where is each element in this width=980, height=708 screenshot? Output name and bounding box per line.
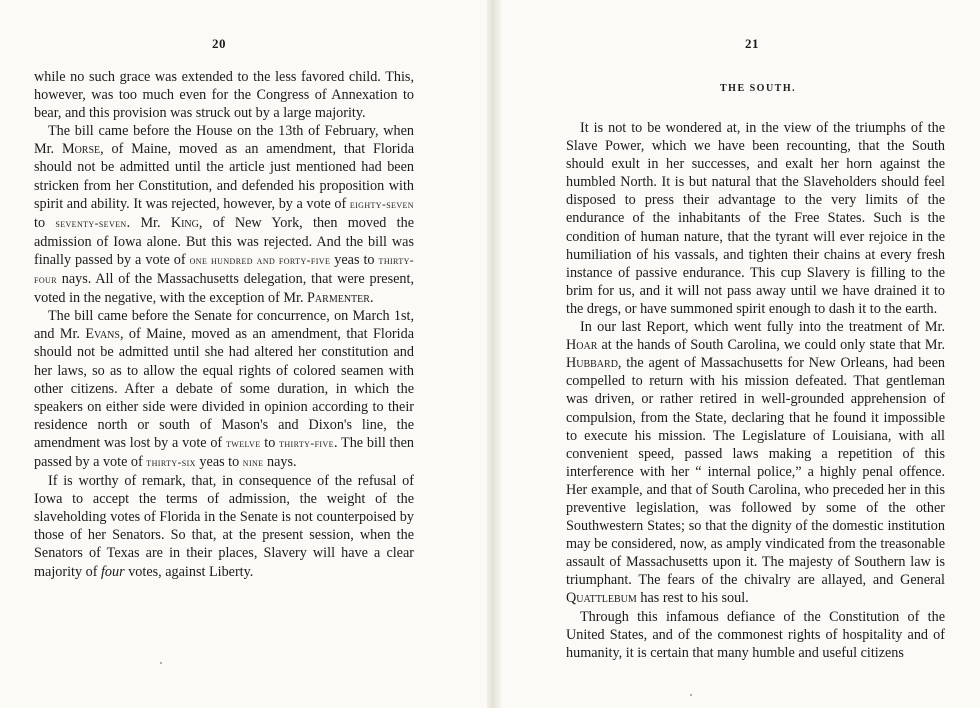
small-caps-name: Hoar xyxy=(566,337,598,354)
text-run: It is not to be wondered at, in the view of the triumphs of the Slave Power, which we have been recounting, that the South should exult in her successes, and exalt her horn against the humbled North. It is but natural that the Slaveholders should feel disposed to press their advantage to the very limits of the endurance of the inhabitants of the Free States. Such is the condition of human nature, that the tyrant will ever rejoice in the humiliation of his vassals, and tighten their chains at every fresh instance of passive endurance. This cup Slavery is filling to the brim for us, and it will not pass away until we have drained it to the dregs, or have summoned spirit enough to dash it to the earth. xyxy=(566,120,945,317)
text-run: In our last Report, which went fully into the treatment of Mr. xyxy=(580,319,945,336)
small-caps-number: seventy-seven xyxy=(55,217,127,230)
text-run: The bill came before the Senate for concurrence, on March 1st, and Mr. xyxy=(34,308,414,343)
paragraph xyxy=(34,307,414,472)
text-run: If is worthy of remark, that, in consequence of the refusal of Iowa to accept the terms of admission, the weight of the slaveholding votes of Florida in the Senate is not counterpoised by those of her Senators. So that, at the present session, when the Senators of Texas are in their places, Slavery will have a clear majority of xyxy=(34,473,414,580)
text-run: to xyxy=(34,214,56,231)
text-run: at the hands of South Carolina, we could only state that Mr. xyxy=(597,337,945,354)
text-run: . Mr. xyxy=(126,214,171,231)
text-run: . xyxy=(369,290,374,307)
left-page-body xyxy=(34,68,414,581)
text-run: nays. All of the Massachusetts delegation, that were present, voted in the negative, with the exception of Mr. xyxy=(34,271,414,307)
book-gutter xyxy=(487,0,501,708)
paper-speck xyxy=(690,694,692,696)
text-run: yeas to xyxy=(330,251,379,268)
paragraph xyxy=(566,119,945,318)
small-caps-name: Morse xyxy=(61,141,101,158)
text-run: , of Maine, moved as an amendment, that Florida should not be admitted until the article just mentioned had been stricken from her Constitution, and defended his proposition with spirit and ability. It was rejected, however, by a vote of xyxy=(34,141,414,212)
right-page-body xyxy=(566,119,945,662)
text-run: has rest to his soul. xyxy=(636,590,749,607)
paragraph xyxy=(34,68,414,122)
text-run: Through this infamous defiance of the Constitution of the United States, and of the commonest rights of hospitality and of humanity, it is certain that many humble and useful citizens xyxy=(566,608,945,661)
small-caps-name: Hubbard xyxy=(566,355,618,372)
left-page xyxy=(0,0,487,708)
text-run: , of New York, then moved the admission of Iowa alone. But this was rejected. And the bill was finally passed by a vote of xyxy=(34,214,414,268)
running-head: THE SOUTH. xyxy=(720,83,797,94)
paragraph xyxy=(34,472,414,581)
paper-speck xyxy=(160,662,162,664)
small-caps-name: Evans xyxy=(85,326,120,343)
text-run: votes, against Liberty. xyxy=(124,563,254,580)
text-run: The bill came before the House on the 13th of February, when Mr. xyxy=(34,123,414,158)
small-caps-number: thirty-six xyxy=(146,456,196,469)
paragraph xyxy=(566,318,945,608)
small-caps-number: one hundred and forty-five xyxy=(189,254,331,267)
text-run: . The bill then passed by a vote of xyxy=(34,434,414,470)
text-run: nays. xyxy=(263,453,297,470)
text-run: while no such grace was extended to the less favored child. This, however, was too much even for the Congress of Annexation to bear, and this provision was struck out by a large majority. xyxy=(34,69,414,122)
small-caps-number: thirty-four xyxy=(34,254,415,287)
right-page-number: 21 xyxy=(745,36,759,51)
small-caps-number: eighty-seven xyxy=(349,198,414,211)
small-caps-name: Quattlebum xyxy=(566,590,637,607)
text-run: , the agent of Massachusetts for New Orleans, had been compelled to return with his mission defeated. That gentleman was driven, or rather retired in well-grounded apprehension of compulsion, from the State, declaring that he found it impossible to execute his mission. The Legislature of Louisiana, with all convenient speed, passed laws making a repetition of this interference with her “ internal police,” a highly penal offence. Her example, and that of South Carolina, who preceded her in this preventive legislation, was followed by some of the other Southwestern States; so that the dignity of the domestic institution may be considered, now, as amply vindicated from the treasonable assault of Massachusetts upon it. The majesty of Southern law is triumphant. The fears of the chivalry are allayed, and General xyxy=(566,355,945,589)
text-run: yeas to xyxy=(195,453,243,470)
text-run: to xyxy=(260,434,280,451)
small-caps-name: King xyxy=(170,214,199,231)
paragraph xyxy=(34,122,414,307)
paragraph xyxy=(566,608,945,662)
text-run: , of Maine, moved as an amendment, that Florida should not be admitted until she had altered her constitution and her laws, so as to allow the equal rights of colored seamen with other citizens. After a debate of some duration, in which the speakers on either side were divided in opinion according to their residence north or south of Mason's and Dixon's line, the amendment was lost by a vote of xyxy=(34,326,414,451)
left-page-number: 20 xyxy=(212,36,226,51)
small-caps-number: nine xyxy=(242,456,264,469)
right-page xyxy=(501,0,980,708)
italic-text: four xyxy=(100,563,125,580)
small-caps-name: Parmenter xyxy=(307,290,370,307)
small-caps-number: thirty-five xyxy=(279,437,334,450)
small-caps-number: twelve xyxy=(225,437,261,450)
